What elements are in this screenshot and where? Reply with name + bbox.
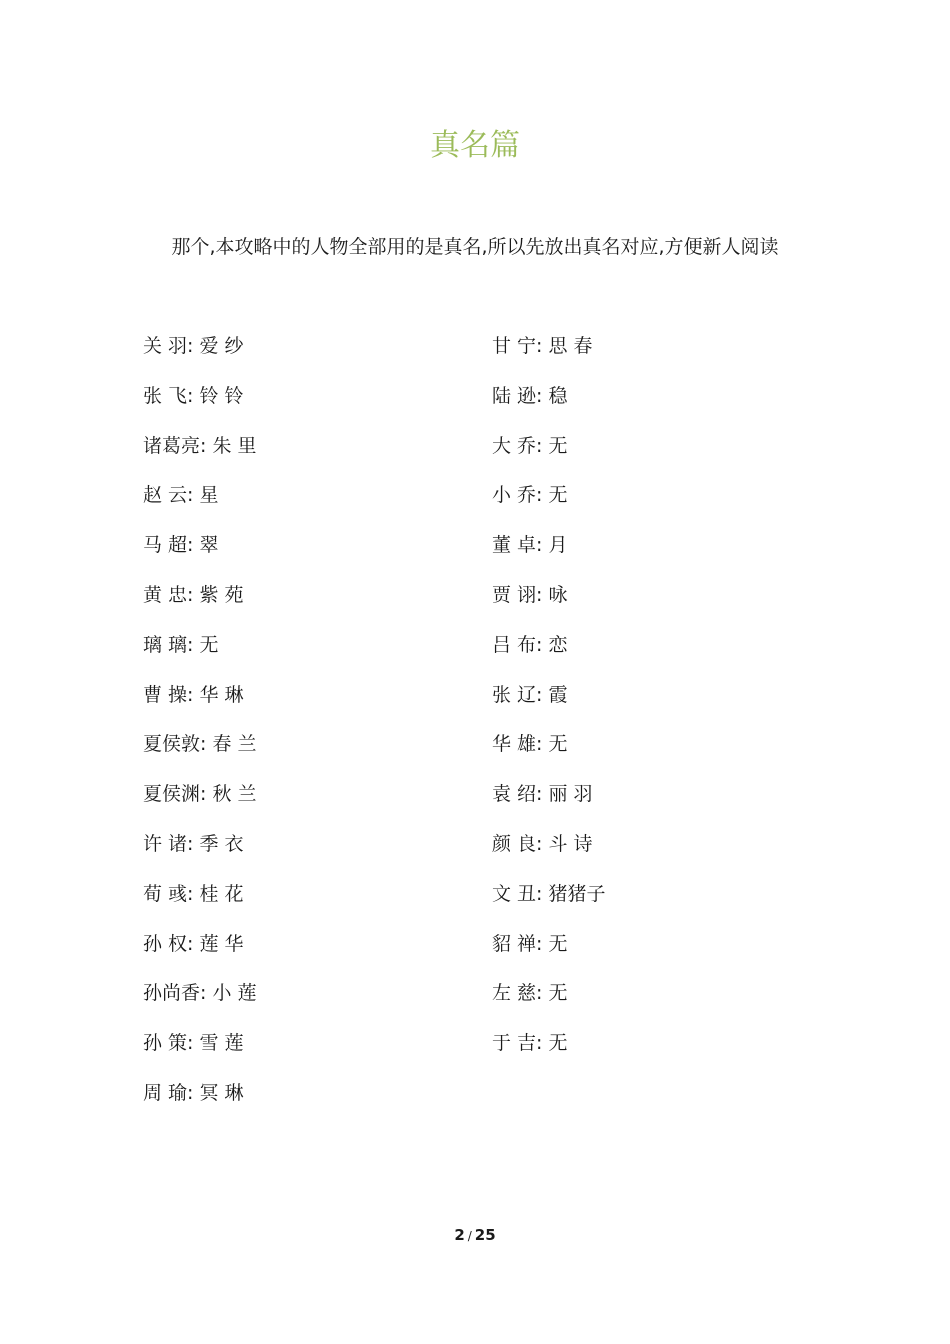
list-item bbox=[143, 880, 257, 930]
real-name: 猪猪子 bbox=[548, 882, 606, 905]
list-item bbox=[143, 979, 257, 1029]
character-name: 曹 操: bbox=[143, 683, 194, 706]
list-item bbox=[143, 730, 257, 780]
real-name: 朱 里 bbox=[212, 434, 257, 457]
character-name: 璃 璃: bbox=[143, 633, 194, 656]
character-name: 黄 忠: bbox=[143, 583, 194, 606]
character-name: 夏侯渊: bbox=[143, 783, 207, 806]
character-name: 夏侯敦: bbox=[143, 733, 207, 756]
real-name: 无 bbox=[548, 1032, 568, 1055]
list-item bbox=[143, 1029, 257, 1079]
list-item bbox=[492, 880, 606, 930]
real-name: 翠 bbox=[199, 534, 219, 557]
real-name: 恋 bbox=[548, 633, 568, 656]
list-item bbox=[492, 531, 606, 581]
real-name: 丽 羽 bbox=[548, 783, 593, 806]
real-name: 无 bbox=[548, 932, 568, 955]
list-item bbox=[143, 332, 257, 382]
real-name: 无 bbox=[199, 633, 219, 656]
character-name: 吕 布: bbox=[492, 633, 543, 656]
list-item bbox=[492, 1029, 606, 1079]
character-name: 关 羽: bbox=[143, 335, 194, 357]
character-name: 张 辽: bbox=[492, 683, 543, 706]
real-name: 斗 诗 bbox=[548, 832, 593, 855]
real-name: 小 莲 bbox=[212, 982, 257, 1005]
character-name: 张 飞: bbox=[143, 384, 194, 407]
character-name: 大 乔: bbox=[492, 434, 543, 457]
list-item bbox=[492, 631, 606, 681]
real-name: 无 bbox=[548, 982, 568, 1005]
list-item bbox=[492, 681, 606, 731]
list-item bbox=[143, 531, 257, 581]
real-name: 星 bbox=[199, 484, 219, 507]
real-name: 咏 bbox=[548, 583, 568, 606]
list-item bbox=[492, 730, 606, 780]
list-item bbox=[492, 581, 606, 631]
real-name: 铃 铃 bbox=[199, 384, 244, 407]
real-name: 爱 纱 bbox=[199, 335, 244, 357]
real-name: 无 bbox=[548, 484, 568, 507]
list-item bbox=[143, 930, 257, 980]
real-name: 冥 琳 bbox=[199, 1081, 244, 1104]
name-list-left bbox=[143, 332, 257, 1129]
character-name: 诸葛亮: bbox=[143, 434, 207, 457]
list-item bbox=[143, 681, 257, 731]
page-total: 25 bbox=[474, 1226, 496, 1244]
character-name: 华 雄: bbox=[492, 733, 543, 756]
character-name: 甘 宁: bbox=[492, 335, 543, 357]
page-title: 真名篇 bbox=[430, 128, 520, 163]
real-name: 秋 兰 bbox=[212, 783, 257, 806]
real-name: 华 琳 bbox=[199, 683, 244, 706]
list-item bbox=[492, 979, 606, 1029]
character-name: 孙 权: bbox=[143, 932, 194, 955]
character-name: 文 丑: bbox=[492, 882, 543, 905]
page-current: 2 bbox=[454, 1226, 465, 1244]
list-item bbox=[143, 432, 257, 482]
list-item bbox=[492, 830, 606, 880]
character-name: 于 吉: bbox=[492, 1032, 543, 1055]
character-name: 周 瑜: bbox=[143, 1081, 194, 1104]
list-item bbox=[492, 432, 606, 482]
real-name: 稳 bbox=[548, 384, 568, 407]
real-name: 无 bbox=[548, 733, 568, 756]
character-name: 赵 云: bbox=[143, 484, 194, 507]
real-name: 莲 华 bbox=[199, 932, 244, 955]
list-item bbox=[492, 780, 606, 830]
list-item bbox=[143, 631, 257, 681]
character-name: 左 慈: bbox=[492, 982, 543, 1005]
character-name: 孙 策: bbox=[143, 1032, 194, 1055]
real-name: 霞 bbox=[548, 683, 568, 706]
page-number bbox=[0, 1224, 950, 1247]
character-name: 孙尚香: bbox=[143, 982, 207, 1005]
real-name: 月 bbox=[548, 534, 568, 557]
character-name: 袁 绍: bbox=[492, 783, 543, 806]
character-name: 荀 彧: bbox=[143, 882, 194, 905]
list-item bbox=[143, 581, 257, 631]
intro-text: 那个,本攻略中的人物全部用的是真名,所以先放出真名对应,方便新人阅读 bbox=[171, 236, 779, 258]
list-item bbox=[143, 1079, 257, 1129]
real-name: 桂 花 bbox=[199, 882, 244, 905]
list-item bbox=[492, 481, 606, 531]
list-item bbox=[143, 830, 257, 880]
list-item bbox=[143, 481, 257, 531]
character-name: 马 超: bbox=[143, 534, 194, 557]
character-name: 小 乔: bbox=[492, 484, 543, 507]
character-name: 陆 逊: bbox=[492, 384, 543, 407]
real-name: 紫 苑 bbox=[199, 583, 244, 606]
real-name: 思 春 bbox=[548, 335, 593, 357]
character-name: 许 诸: bbox=[143, 832, 194, 855]
list-item bbox=[492, 382, 606, 432]
character-name: 颜 良: bbox=[492, 832, 543, 855]
list-item bbox=[143, 382, 257, 432]
name-list-right bbox=[492, 332, 606, 1079]
list-item bbox=[492, 930, 606, 980]
character-name: 贾 诩: bbox=[492, 583, 543, 606]
real-name: 无 bbox=[548, 434, 568, 457]
real-name: 雪 莲 bbox=[199, 1032, 244, 1055]
real-name: 季 衣 bbox=[199, 832, 244, 855]
page-separator: / bbox=[467, 1229, 472, 1243]
list-item bbox=[492, 332, 606, 382]
character-name: 貂 禅: bbox=[492, 932, 543, 955]
real-name: 春 兰 bbox=[212, 733, 257, 756]
list-item bbox=[143, 780, 257, 830]
character-name: 董 卓: bbox=[492, 534, 543, 557]
